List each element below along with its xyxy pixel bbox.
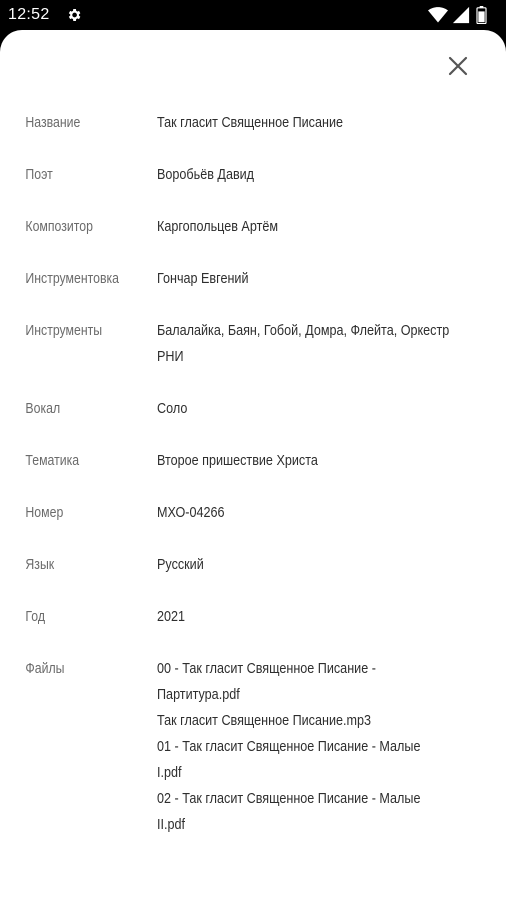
detail-row-title [0, 110, 506, 162]
file-link[interactable]: 02 - Так гласит Священное Писание - Малые [157, 790, 421, 807]
detail-value [157, 604, 487, 630]
detail-row-number [0, 500, 506, 552]
detail-row-arrangement [0, 266, 506, 318]
detail-label: Инструменты [25, 322, 103, 339]
status-time: 12:52 [8, 6, 50, 23]
signal-icon [452, 6, 470, 24]
detail-value [157, 214, 487, 240]
detail-label: Поэт [25, 166, 53, 183]
file-link[interactable]: Так гласит Священное Писание.mp3 [157, 712, 372, 729]
file-link[interactable]: Партитура.pdf [157, 686, 240, 703]
title-value: Так гласит Священное Писание [157, 114, 343, 131]
wifi-icon [428, 6, 448, 24]
detail-label: Вокал [25, 400, 61, 417]
detail-label: Год [25, 608, 46, 625]
details-bottom-sheet [0, 30, 506, 900]
close-icon[interactable] [444, 52, 472, 80]
arrangement-value: Гончар Евгений [157, 270, 249, 287]
poet-value: Воробьёв Давид [157, 166, 255, 183]
detail-label: Номер [25, 504, 64, 521]
theme-value: Второе пришествие Христа [157, 452, 318, 469]
file-link[interactable]: II.pdf [157, 816, 186, 833]
detail-row-composer [0, 214, 506, 266]
detail-value [157, 396, 487, 422]
detail-value [157, 110, 487, 136]
detail-label: Инструментовка [25, 270, 120, 287]
file-link[interactable]: I.pdf [157, 764, 182, 781]
battery-icon [476, 6, 487, 24]
settings-gear-icon [66, 7, 82, 23]
vocal-value: Соло [157, 400, 188, 417]
file-link[interactable]: 00 - Так гласит Священное Писание - [157, 660, 376, 677]
composer-value: Каргопольцев Артём [157, 218, 279, 235]
details-list [0, 110, 506, 838]
year-value: 2021 [157, 608, 186, 625]
detail-value [157, 448, 487, 474]
files-list [157, 656, 487, 838]
detail-row-year [0, 604, 506, 656]
detail-value [157, 500, 487, 526]
detail-label: Название [25, 114, 81, 131]
detail-row-files [0, 656, 506, 838]
detail-label: Тематика [25, 452, 80, 469]
detail-label: Файлы [25, 660, 65, 677]
status-icons [428, 6, 498, 24]
detail-value [157, 552, 487, 578]
detail-row-language [0, 552, 506, 604]
detail-row-poet [0, 162, 506, 214]
file-link[interactable]: 01 - Так гласит Священное Писание - Малые [157, 738, 421, 755]
detail-value [157, 162, 487, 188]
number-value: МХО-04266 [157, 504, 225, 521]
detail-label: Язык [25, 556, 55, 573]
detail-label: Композитор [25, 218, 93, 235]
detail-row-theme [0, 448, 506, 500]
instruments-value-line: РНИ [157, 348, 184, 365]
instruments-value-line: Балалайка, Баян, Гобой, Домра, Флейта, Оркестр [157, 322, 450, 339]
detail-row-vocal [0, 396, 506, 448]
detail-value [157, 266, 487, 292]
status-bar [0, 0, 506, 30]
bottom-fade [0, 860, 506, 900]
language-value: Русский [157, 556, 204, 573]
detail-row-instruments [0, 318, 506, 396]
detail-value [157, 318, 487, 370]
